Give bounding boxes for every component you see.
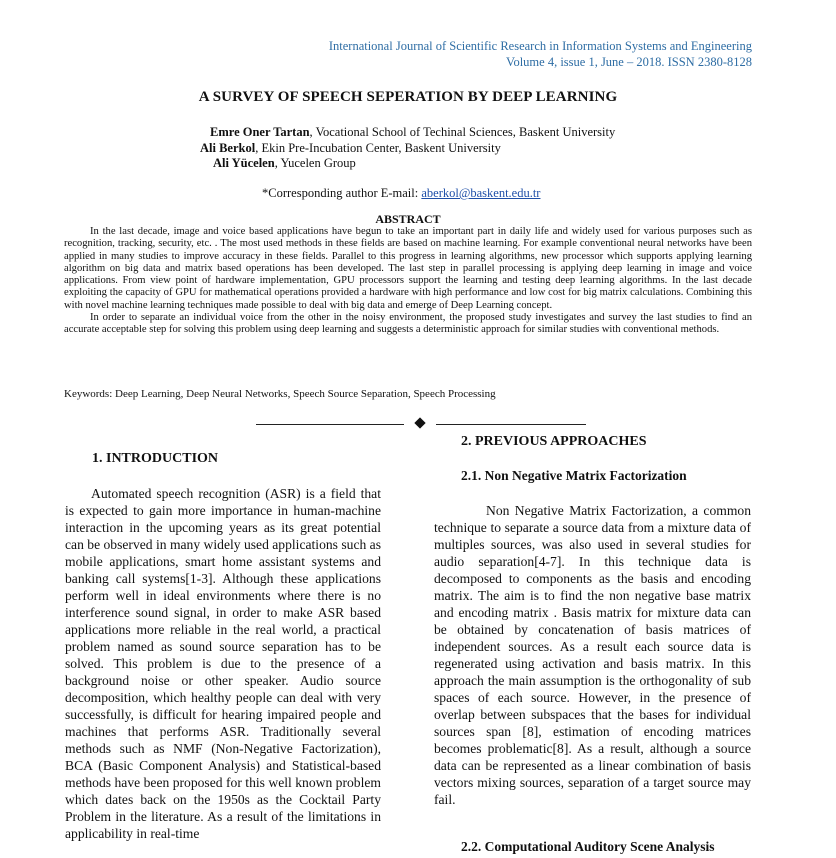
author-3 [213, 155, 356, 171]
abstract-paragraph-1: In the last decade, image and voice based applications have begun to take an important part in daily life and widely used for various purposes such as recognition, tracking, security, etc. . The most used methods in these fields are based on machine learning. For example conventional neural networks have been applied in many studies to improve accuracy in these fields. Parallel to this progress in learning algorithms, new processor which supports applying learning algorithm on big data and matrix based operations has been developed. The last step in parallel processing is applying deep learning in image and voice applications. From view point of hardware implementation, GPU processors support the learning and testing deep learning algorithms. In the last decade exploiting the capacity of GPU for mathematical operations provided a hardware with high performance and low cost for big matrix calculations. Combining this with novel machine learning techniques made possible to deal with big data and emerge of Deep Learning concept. [64, 226, 752, 311]
author-1 [210, 124, 615, 140]
keywords: Keywords: Deep Learning, Deep Neural Networks, Speech Source Separation, Speech Processing [64, 388, 496, 400]
subsection-heading-casa: 2.2. Computational Auditory Scene Analysis [461, 839, 715, 854]
left-column [65, 485, 381, 842]
introduction-paragraph: Automated speech recognition (ASR) is a field that is expected to gain more importance in human-machine interaction in the upcoming years as its great potential can be observed in many widely used applications such as mobile applications, smart home assistant systems and banking call systems[1-3]. Although these applications perform well in ideal environments where there is no interference sound signal, in order to make ASR based applications more reliable in the real world, a practical problem named as sound source separation has to be solved. This problem is due to the presence of a background noise or other speaker. Audio source decomposition, which healthy people can deal with very successfully, is difficult for hearing impaired people and machines that performs ASR. Traditionally several methods such as NMF (Non-Negative Factorization), BCA (Basic Component Analysis) and Statistical-based methods have been proposed for this well known problem which dates back on the 1950s as the Cocktail Party Problem in the literature. As a result of the limitations in applicability in real-time [65, 486, 381, 841]
author-name: Ali Yücelen [213, 156, 275, 170]
abstract-paragraph-2: In order to separate an individual voice from the other in the noisy environment, the proposed study investigates and survey the last studies to find an accurate acceptable step for solving this problem using deep learning and suggests a deterministic approach for similar studies with conventional methods. [64, 312, 752, 336]
divider-left [256, 424, 404, 425]
author-name: Emre Oner Tartan [210, 125, 310, 139]
subsection-heading-nmf: 2.1. Non Negative Matrix Factorization [461, 468, 687, 483]
journal-issue: Volume 4, issue 1, June – 2018. ISSN 2380-8128 [506, 55, 752, 69]
diamond-ornament [414, 417, 425, 428]
corresponding-label: *Corresponding author E-mail: [262, 186, 422, 200]
nmf-paragraph: Non Negative Matrix Factorization, a common technique to separate a source data from a mixture data of multiples sources, was also used in several studies for audio separation[4-7]. In this technique data is decomposed to components as the basis and encoding matrix. The aim is to find the non negative base matrix and encoding matrix . Basis matrix for mixture data can be obtained by concatenation of basis matrices of independent sources. As a result each source data is regenerated using activation and basis matrix. In this approach the main assumption is the orthogonality of sub spaces of each source. However, in the presence of overlap between subspaces that the bases for individual sources span [8], estimation of encoding matrices becomes problematic[8]. As a result, although a source data can be represented as a linear combination of basis vectors mixing sources, separation of a target source may fail. [434, 503, 751, 807]
abstract-heading: ABSTRACT [375, 212, 441, 226]
journal-header [329, 38, 752, 70]
email-link[interactable]: aberkol@baskent.edu.tr [421, 186, 541, 200]
divider-right [436, 424, 586, 425]
author-affiliation: , Ekin Pre-Incubation Center, Baskent University [255, 141, 501, 155]
paper-title: A SURVEY OF SPEECH SEPERATION BY DEEP LEARNING [198, 89, 618, 105]
corresponding-author [262, 186, 540, 201]
author-affiliation: , Vocational School of Techinal Sciences, Baskent University [309, 125, 616, 139]
author-name: Ali Berkol [200, 141, 256, 155]
section-heading-previous-approaches: 2. PREVIOUS APPROACHES [461, 434, 647, 449]
right-column [434, 502, 751, 808]
journal-name: International Journal of Scientific Research in Information Systems and Engineering [328, 39, 752, 53]
abstract-body [64, 226, 752, 337]
section-heading-introduction: 1. INTRODUCTION [92, 451, 219, 466]
author-2 [200, 140, 501, 156]
author-affiliation: , Yucelen Group [274, 156, 356, 170]
